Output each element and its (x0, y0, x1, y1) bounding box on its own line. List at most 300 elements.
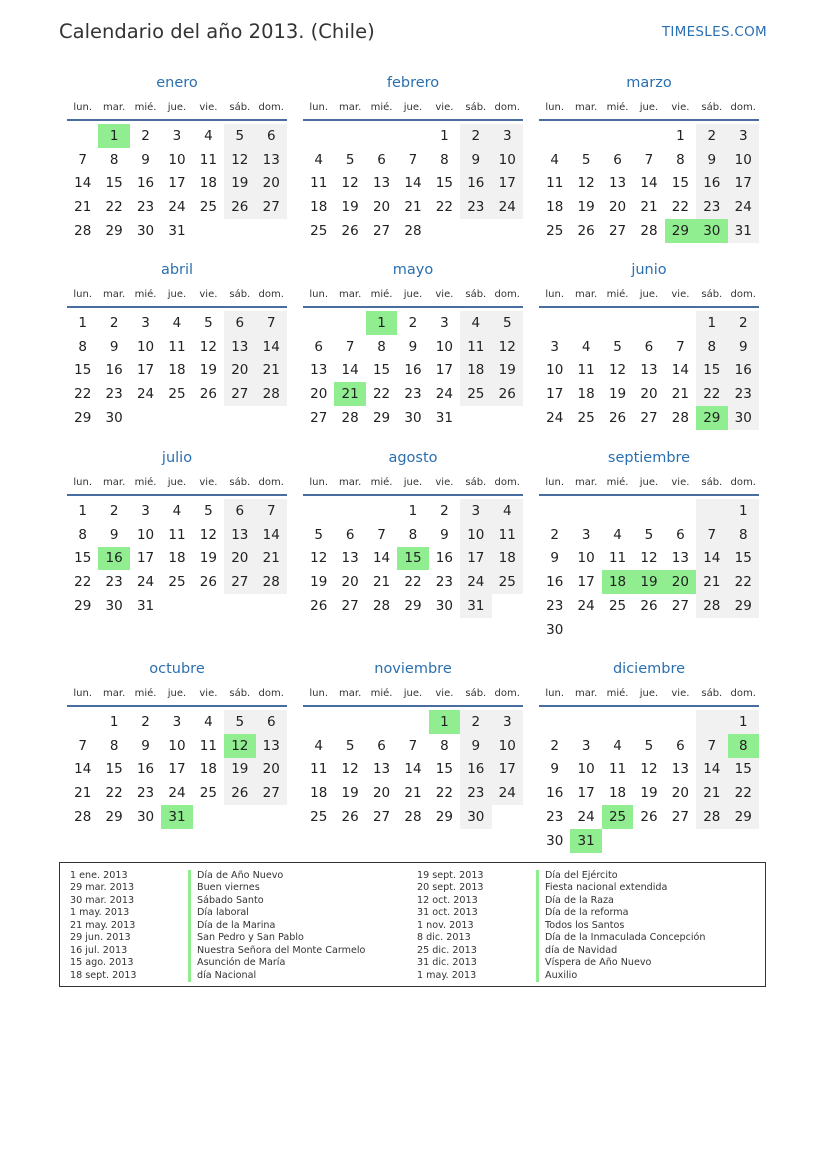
day-grid (303, 124, 523, 243)
month-febrero (303, 72, 523, 243)
weekday-label: lun. (545, 101, 565, 113)
day-cell: 8 (78, 338, 87, 355)
weekday-label: mar. (575, 476, 598, 488)
day-cell: 27 (224, 382, 255, 406)
day-cell: 22 (372, 386, 391, 403)
weekday-label: mié. (134, 687, 157, 699)
month-name: septiembre (607, 450, 691, 466)
day-cell: 16 (404, 362, 422, 379)
day-cell: 7 (676, 338, 685, 355)
brand-link[interactable]: TIMESLES.COM (661, 24, 767, 40)
day-cell: 22 (435, 199, 453, 216)
day-cell: 9 (109, 526, 119, 543)
day-cell: 9 (550, 761, 559, 778)
day-cell: 2 (141, 127, 150, 144)
empty-day-cell (570, 311, 601, 335)
day-cell: 27 (640, 410, 658, 427)
day-cell: 2 (550, 526, 559, 543)
day-cell: 23 (696, 195, 727, 219)
weekday-label: mar. (103, 288, 126, 300)
day-cell: 23 (546, 598, 564, 615)
day-cell: 5 (314, 526, 323, 543)
day-cell: 6 (377, 151, 386, 168)
month-name: febrero (386, 75, 440, 91)
day-cell: 19 (577, 199, 595, 216)
day-cell: 23 (546, 809, 564, 826)
holiday-day-cell: 19 (633, 570, 664, 594)
day-cell: 3 (172, 713, 182, 730)
day-cell: 15 (105, 175, 123, 192)
day-cell: 19 (640, 785, 658, 802)
holiday-day-cell: 1 (429, 710, 460, 734)
day-cell: 9 (696, 148, 727, 172)
empty-day-cell (334, 311, 365, 335)
day-cell: 26 (224, 195, 255, 219)
day-cell: 11 (310, 175, 328, 192)
weekday-header (303, 681, 523, 707)
day-cell: 8 (440, 737, 449, 754)
day-cell: 29 (372, 410, 391, 427)
day-cell: 3 (492, 710, 523, 734)
day-cell: 26 (640, 809, 658, 826)
holiday-day-cell: 31 (161, 805, 192, 829)
weekday-label: vie. (435, 101, 454, 113)
day-cell: 17 (136, 362, 155, 379)
holiday-date: 1 may. 2013 (417, 969, 477, 981)
day-cell: 5 (224, 124, 255, 148)
month-name: julio (161, 450, 193, 466)
holiday-name: Auxilio (536, 970, 705, 982)
day-cell: 14 (372, 550, 391, 567)
month-name: noviembre (374, 661, 452, 677)
weekday-label: mar. (103, 476, 126, 488)
day-cell: 9 (550, 550, 559, 567)
weekday-label: vie. (435, 687, 454, 699)
weekday-header (67, 470, 287, 496)
day-cell: 29 (74, 410, 92, 427)
day-cell: 8 (109, 151, 119, 168)
holiday-date: 31 oct. 2013 (417, 907, 478, 919)
day-cell: 30 (136, 809, 155, 826)
day-cell: 23 (105, 574, 123, 591)
holiday-name: Día laboral (188, 907, 365, 919)
weekday-label: jue. (639, 476, 659, 488)
day-cell: 19 (341, 199, 359, 216)
holiday-date: 1 nov. 2013 (417, 919, 474, 931)
day-cell: 23 (136, 785, 155, 802)
weekday-label: dom. (730, 101, 756, 113)
day-cell: 17 (546, 386, 564, 403)
weekday-label: dom. (258, 687, 284, 699)
weekday-label: vie. (671, 476, 690, 488)
day-cell: 15 (74, 362, 92, 379)
empty-day-cell (602, 710, 633, 734)
month-abril (67, 259, 287, 430)
day-cell: 14 (341, 362, 359, 379)
empty-day-cell (303, 311, 334, 335)
empty-day-cell (397, 124, 428, 148)
day-cell: 24 (460, 570, 491, 594)
day-cell: 20 (640, 386, 658, 403)
day-cell: 11 (546, 175, 564, 192)
holiday-date: 21 may. 2013 (70, 919, 136, 931)
day-cell: 30 (404, 410, 422, 427)
day-cell: 14 (256, 335, 287, 359)
day-cell: 7 (78, 737, 87, 754)
day-cell: 25 (608, 598, 627, 615)
day-cell: 25 (577, 410, 595, 427)
day-cell: 22 (728, 570, 759, 594)
day-cell: 23 (105, 386, 123, 403)
weekday-label: vie. (199, 476, 218, 488)
day-cell: 1 (696, 311, 727, 335)
day-cell: 17 (577, 574, 595, 591)
empty-day-cell (633, 124, 664, 148)
weekday-label: mar. (339, 476, 362, 488)
day-cell: 26 (341, 809, 359, 826)
day-cell: 27 (310, 410, 328, 427)
day-cell: 2 (408, 314, 418, 331)
day-cell: 25 (310, 223, 328, 240)
empty-day-cell (334, 124, 365, 148)
month-agosto (303, 447, 523, 618)
weekday-label: sáb. (465, 288, 487, 300)
weekday-label: lun. (309, 288, 329, 300)
month-name: octubre (149, 661, 205, 677)
weekday-label: lun. (73, 687, 93, 699)
weekday-label: mar. (575, 288, 598, 300)
day-cell: 15 (74, 550, 92, 567)
day-cell: 7 (644, 151, 654, 168)
day-cell: 6 (377, 737, 386, 754)
day-cell: 18 (310, 199, 328, 216)
day-grid (303, 499, 523, 618)
day-cell: 2 (696, 124, 727, 148)
holiday-date: 29 jun. 2013 (70, 932, 131, 944)
day-cell: 3 (172, 127, 182, 144)
day-cell: 4 (492, 499, 523, 523)
day-cell: 21 (74, 785, 92, 802)
day-cell: 2 (460, 124, 491, 148)
day-cell: 13 (310, 362, 328, 379)
empty-day-cell (303, 710, 334, 734)
weekday-label: mié. (606, 101, 629, 113)
day-cell: 18 (460, 359, 491, 383)
day-cell: 9 (440, 526, 449, 543)
day-cell: 25 (168, 574, 186, 591)
day-cell: 17 (492, 758, 523, 782)
day-cell: 23 (435, 574, 453, 591)
day-cell: 11 (168, 338, 186, 355)
day-cell: 16 (546, 574, 564, 591)
day-cell: 6 (676, 526, 685, 543)
empty-day-cell (696, 499, 727, 523)
page-title: Calendario del año 2013. (Chile) (59, 20, 375, 43)
day-cell: 22 (105, 785, 123, 802)
weekday-label: jue. (639, 101, 659, 113)
day-cell: 16 (546, 785, 564, 802)
day-cell: 4 (172, 314, 182, 331)
day-cell: 19 (310, 574, 328, 591)
empty-day-cell (633, 311, 664, 335)
day-cell: 13 (372, 175, 391, 192)
day-cell: 12 (640, 761, 658, 778)
day-cell: 4 (613, 526, 622, 543)
day-cell: 31 (435, 410, 453, 427)
day-cell: 20 (341, 574, 359, 591)
day-cell: 8 (676, 151, 685, 168)
empty-day-cell (303, 124, 334, 148)
day-cell: 11 (168, 526, 186, 543)
day-cell: 12 (341, 175, 359, 192)
holiday-day-cell: 21 (334, 382, 365, 406)
day-cell: 30 (435, 598, 453, 615)
day-cell: 13 (671, 550, 689, 567)
day-cell: 31 (168, 223, 186, 240)
day-cell: 10 (435, 338, 453, 355)
day-cell: 19 (199, 550, 217, 567)
holiday-day-cell: 1 (366, 311, 397, 335)
weekday-label: mié. (134, 476, 157, 488)
day-cell: 5 (644, 737, 654, 754)
day-cell: 16 (136, 761, 155, 778)
holiday-name: Víspera de Año Nuevo (536, 957, 705, 969)
day-cell: 1 (676, 127, 685, 144)
day-cell: 25 (199, 785, 217, 802)
day-cell: 30 (546, 621, 564, 638)
day-cell: 21 (256, 547, 287, 571)
day-cell: 31 (728, 219, 759, 243)
weekday-label: mié. (370, 476, 393, 488)
day-cell: 28 (671, 410, 689, 427)
holiday-list (59, 862, 766, 987)
weekday-header (67, 95, 287, 121)
day-cell: 29 (105, 809, 123, 826)
day-cell: 1 (408, 502, 418, 519)
day-cell: 14 (256, 523, 287, 547)
empty-day-cell (303, 499, 334, 523)
day-cell: 21 (404, 199, 422, 216)
day-cell: 18 (168, 550, 186, 567)
day-cell: 8 (377, 338, 386, 355)
empty-day-cell (665, 710, 696, 734)
day-grid (67, 124, 287, 243)
day-cell: 26 (199, 386, 217, 403)
day-cell: 24 (136, 574, 155, 591)
day-cell: 12 (310, 550, 328, 567)
day-cell: 10 (577, 550, 595, 567)
day-cell: 12 (199, 338, 217, 355)
day-cell: 19 (492, 359, 523, 383)
day-cell: 14 (74, 761, 92, 778)
day-cell: 22 (696, 382, 727, 406)
weekday-label: sáb. (701, 687, 723, 699)
empty-day-cell (334, 499, 365, 523)
weekday-label: jue. (167, 476, 187, 488)
weekday-label: jue. (403, 101, 423, 113)
weekday-label: jue. (167, 288, 187, 300)
day-cell: 4 (314, 737, 323, 754)
holiday-day-cell: 25 (602, 805, 633, 829)
day-cell: 10 (728, 148, 759, 172)
weekday-label: mar. (339, 288, 362, 300)
empty-day-cell (334, 710, 365, 734)
weekday-header (67, 282, 287, 308)
weekday-label: vie. (671, 101, 690, 113)
holiday-day-cell: 8 (728, 734, 759, 758)
day-cell: 24 (435, 386, 453, 403)
day-cell: 6 (644, 338, 654, 355)
day-cell: 23 (404, 386, 422, 403)
holiday-name: Buen viernes (188, 882, 365, 894)
weekday-label: lun. (545, 288, 565, 300)
empty-day-cell (633, 499, 664, 523)
day-cell: 17 (728, 172, 759, 196)
day-cell: 2 (728, 311, 759, 335)
day-cell: 5 (204, 314, 213, 331)
day-cell: 7 (377, 526, 386, 543)
weekday-label: jue. (403, 288, 423, 300)
day-cell: 17 (168, 175, 186, 192)
month-diciembre (539, 658, 759, 853)
day-cell: 23 (460, 195, 491, 219)
weekday-label: mar. (339, 687, 362, 699)
day-cell: 21 (256, 359, 287, 383)
holiday-day-cell: 18 (602, 570, 633, 594)
month-noviembre (303, 658, 523, 829)
day-cell: 14 (696, 758, 727, 782)
day-cell: 24 (492, 781, 523, 805)
day-cell: 26 (577, 223, 595, 240)
day-cell: 29 (404, 598, 422, 615)
day-cell: 11 (608, 550, 627, 567)
day-cell: 31 (460, 594, 491, 618)
empty-day-cell (696, 710, 727, 734)
day-cell: 23 (136, 199, 155, 216)
day-cell: 9 (141, 737, 150, 754)
month-octubre (67, 658, 287, 829)
day-cell: 26 (224, 781, 255, 805)
day-cell: 15 (105, 761, 123, 778)
day-cell: 3 (550, 338, 559, 355)
day-cell: 4 (550, 151, 559, 168)
weekday-label: lun. (309, 476, 329, 488)
day-cell: 4 (204, 713, 213, 730)
day-cell: 6 (256, 124, 287, 148)
weekday-label: vie. (435, 288, 454, 300)
day-cell: 18 (199, 175, 217, 192)
weekday-label: lun. (545, 687, 565, 699)
empty-day-cell (633, 710, 664, 734)
holiday-date: 18 sept. 2013 (70, 969, 137, 981)
day-cell: 10 (168, 151, 186, 168)
day-cell: 3 (460, 499, 491, 523)
day-cell: 28 (640, 223, 658, 240)
holiday-name: Día de la Raza (536, 895, 705, 907)
day-cell: 6 (345, 526, 355, 543)
weekday-label: sáb. (465, 476, 487, 488)
holiday-date: 25 dic. 2013 (417, 944, 477, 956)
day-grid (303, 311, 523, 430)
weekday-label: dom. (494, 101, 520, 113)
holiday-date: 1 may. 2013 (70, 907, 130, 919)
holiday-date: 20 sept. 2013 (417, 882, 484, 894)
day-cell: 22 (105, 199, 123, 216)
day-cell: 21 (372, 574, 391, 591)
day-cell: 3 (581, 526, 591, 543)
day-cell: 16 (105, 362, 123, 379)
day-cell: 3 (581, 737, 591, 754)
day-cell: 24 (168, 785, 186, 802)
empty-day-cell (570, 499, 601, 523)
day-cell: 28 (74, 223, 92, 240)
day-cell: 18 (577, 386, 595, 403)
holiday-day-cell: 1 (98, 124, 129, 148)
day-cell: 16 (136, 175, 155, 192)
weekday-label: dom. (494, 687, 520, 699)
month-name: diciembre (612, 661, 686, 677)
day-grid (303, 710, 523, 829)
day-cell: 7 (256, 311, 287, 335)
day-cell: 17 (136, 550, 155, 567)
day-cell: 27 (608, 223, 627, 240)
day-cell: 9 (460, 734, 491, 758)
month-enero (67, 72, 287, 243)
day-cell: 5 (581, 151, 591, 168)
weekday-label: sáb. (229, 687, 251, 699)
day-cell: 24 (546, 410, 564, 427)
weekday-label: lun. (309, 687, 329, 699)
day-cell: 12 (341, 761, 359, 778)
holiday-day-cell: 31 (570, 829, 601, 853)
day-cell: 25 (460, 382, 491, 406)
day-cell: 25 (168, 386, 186, 403)
day-cell: 7 (345, 338, 355, 355)
day-grid (539, 124, 759, 243)
holiday-names-left (188, 870, 365, 982)
day-cell: 12 (577, 175, 595, 192)
holiday-name: Todos los Santos (536, 920, 705, 932)
day-cell: 9 (109, 338, 119, 355)
day-cell: 2 (109, 314, 119, 331)
day-cell: 26 (492, 382, 523, 406)
weekday-label: jue. (639, 687, 659, 699)
day-grid (539, 311, 759, 430)
day-cell: 1 (78, 314, 87, 331)
day-cell: 3 (141, 314, 150, 331)
day-cell: 2 (141, 713, 150, 730)
day-cell: 1 (109, 713, 119, 730)
day-cell: 10 (136, 338, 155, 355)
day-cell: 30 (728, 406, 759, 430)
weekday-label: mié. (134, 101, 157, 113)
weekday-label: jue. (403, 476, 423, 488)
day-cell: 17 (460, 547, 491, 571)
empty-day-cell (539, 124, 570, 148)
day-cell: 30 (105, 598, 123, 615)
day-cell: 24 (577, 598, 595, 615)
day-cell: 4 (460, 311, 491, 335)
day-cell: 29 (74, 598, 92, 615)
day-cell: 30 (136, 223, 155, 240)
empty-day-cell (366, 124, 397, 148)
day-cell: 28 (372, 598, 391, 615)
day-cell: 19 (224, 172, 255, 196)
weekday-header (539, 681, 759, 707)
empty-day-cell (539, 710, 570, 734)
month-name: abril (160, 262, 194, 278)
day-cell: 8 (728, 523, 759, 547)
